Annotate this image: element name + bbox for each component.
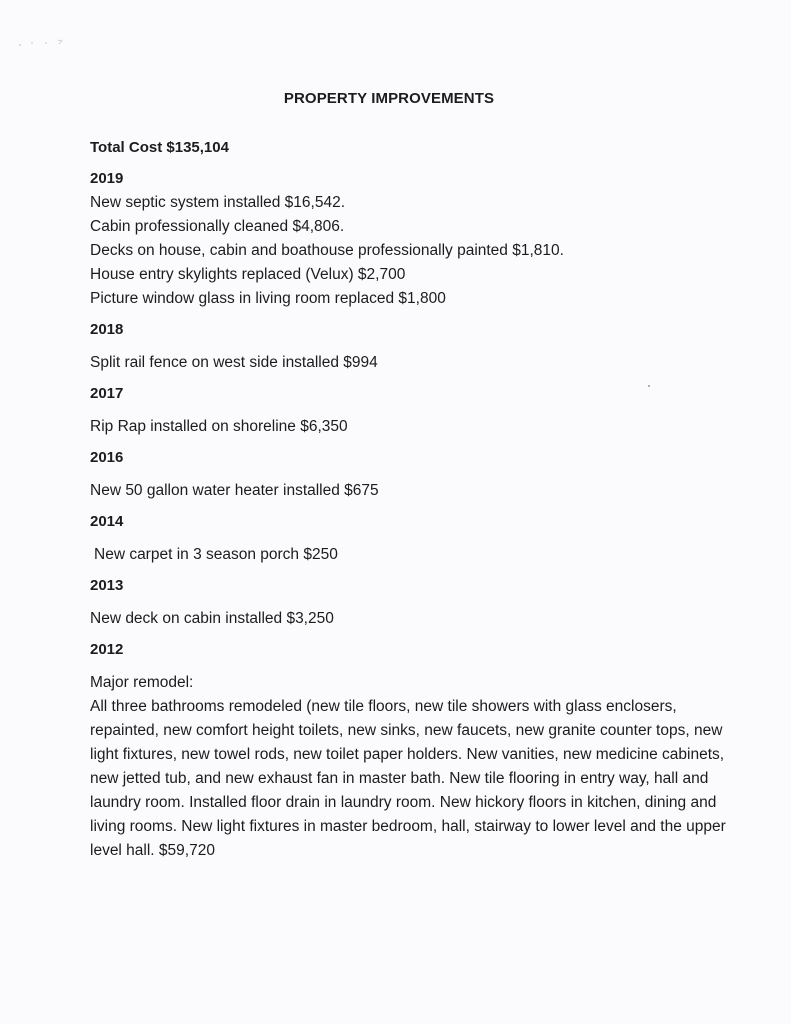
list-item: Split rail fence on west side installed $994 — [90, 354, 378, 371]
list-item: All three bathrooms remodeled (new tile floors, new tile showers with glass enclosers, repainted, new comfort height toilets, new sinks, new faucets, new granite counter tops, new light fixtures, new towel rods, new toilet paper holders. New vanities, new medicine cabinets, new jetted tub, and new exhaust fan in master bath. New tile flooring in entry way, hall and laundry room. Installed floor drain in laundry room. New hickory floors in kitchen, dining and living rooms. New light fixtures in master bedroom, hall, stairway to lower level and the upper level hall. $59,720 — [90, 698, 726, 859]
year-heading: 2014 — [90, 513, 124, 530]
list-item: Cabin professionally cleaned $4,806. — [90, 218, 345, 235]
scan-speck-marks — [18, 38, 68, 48]
list-item: New septic system installed $16,542. — [90, 194, 346, 211]
section-2016 — [90, 446, 730, 503]
section-2017 — [90, 382, 730, 439]
scan-dot — [648, 385, 650, 387]
list-item: New deck on cabin installed $3,250 — [90, 610, 334, 627]
section-2014 — [90, 510, 730, 567]
year-heading: 2018 — [90, 321, 124, 338]
document-title: PROPERTY IMPROVEMENTS — [283, 90, 495, 107]
list-item: Major remodel: — [90, 674, 194, 691]
list-item: House entry skylights replaced (Velux) $2,700 — [90, 266, 406, 283]
year-heading: 2013 — [90, 577, 124, 594]
year-heading: 2016 — [90, 449, 124, 466]
list-item: Picture window glass in living room replaced $1,800 — [90, 290, 446, 307]
year-heading: 2017 — [90, 385, 124, 402]
list-item: Rip Rap installed on shoreline $6,350 — [90, 418, 348, 435]
list-item: New 50 gallon water heater installed $675 — [90, 482, 379, 499]
document-body — [90, 136, 730, 870]
year-heading: 2019 — [90, 170, 124, 187]
section-2013 — [90, 574, 730, 631]
list-item: Decks on house, cabin and boathouse professionally painted $1,810. — [90, 242, 564, 259]
item-list — [90, 191, 730, 311]
section-2012 — [90, 638, 730, 863]
section-2019 — [90, 167, 730, 311]
list-item: New carpet in 3 season porch $250 — [94, 546, 338, 563]
year-heading: 2012 — [90, 641, 124, 658]
total-cost: Total Cost $135,104 — [90, 139, 229, 156]
section-2018 — [90, 318, 730, 375]
